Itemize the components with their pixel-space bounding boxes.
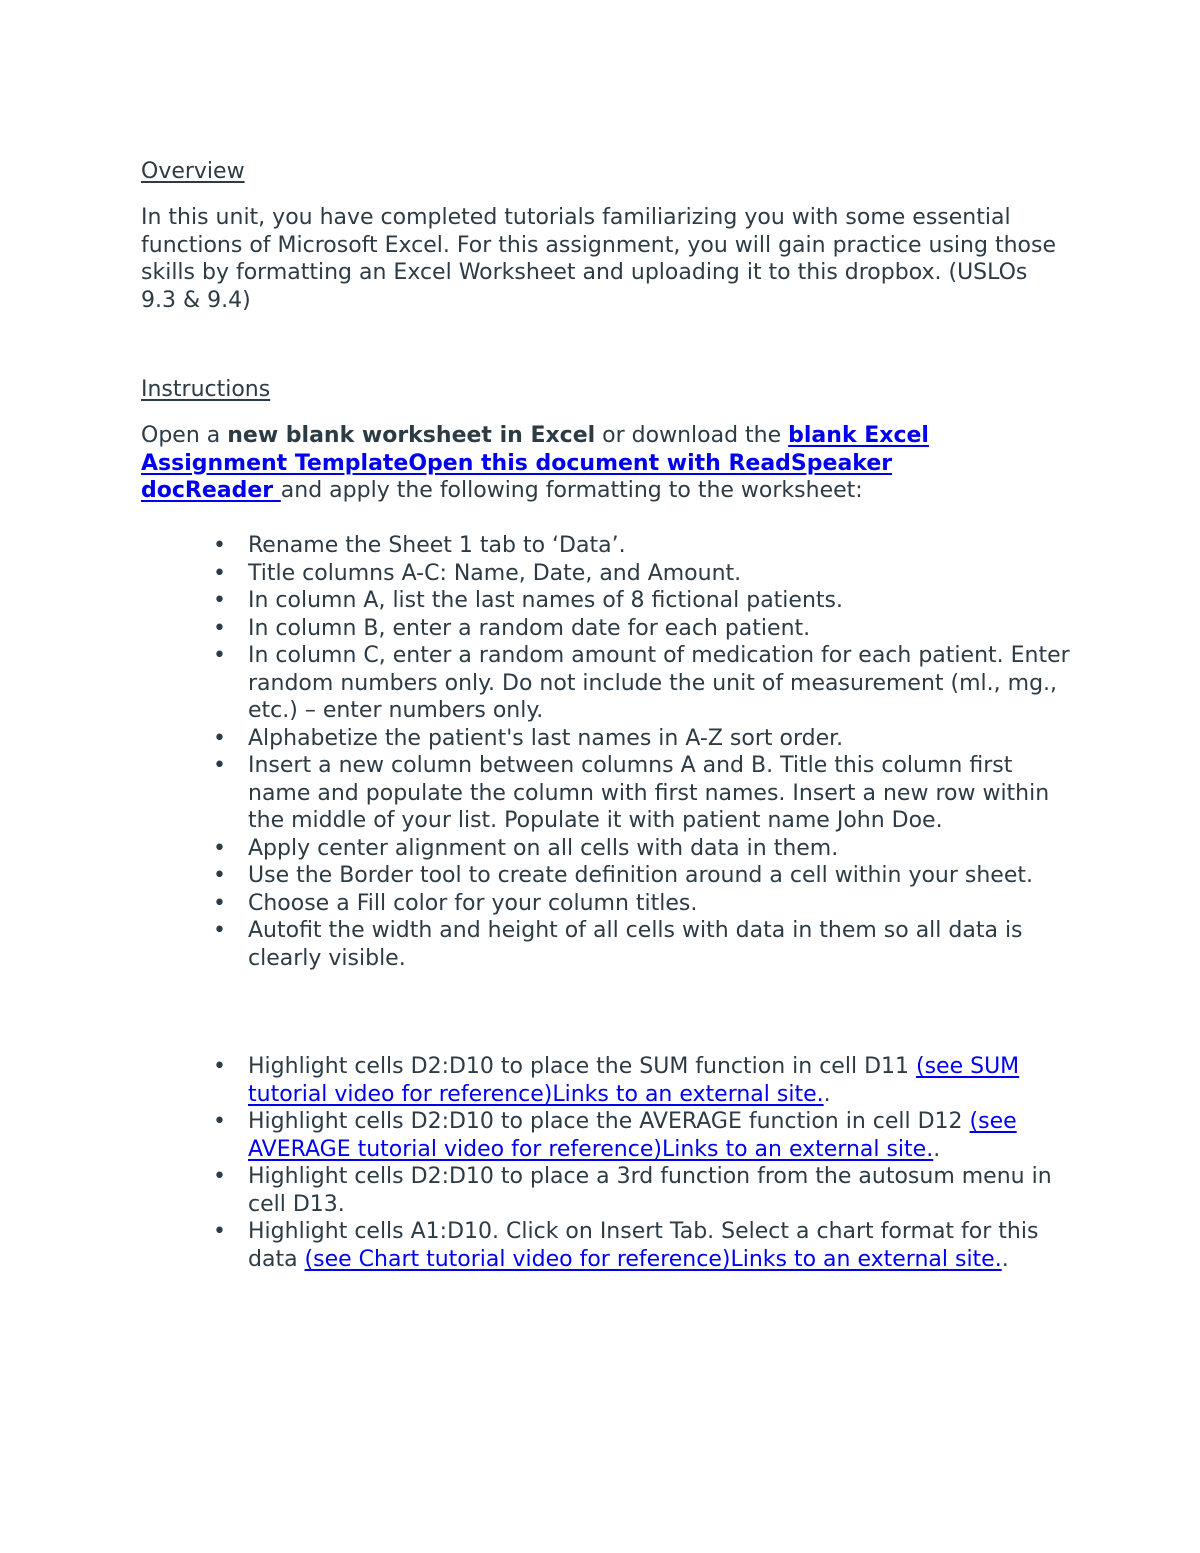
list-item <box>213 1163 1078 1218</box>
list-item <box>213 532 1078 560</box>
step-end: . <box>933 1136 941 1162</box>
bullet-icon: • <box>213 890 226 916</box>
overview-heading: Overview <box>141 159 245 184</box>
step-text: In column A, list the last names of 8 fictional patients. <box>248 588 843 613</box>
formatting-steps-list <box>213 532 1078 972</box>
bullet-icon: • <box>213 615 226 641</box>
bullet-icon: • <box>213 835 226 861</box>
step-text: In column B, enter a random date for each patient. <box>248 615 811 641</box>
bullet-icon: • <box>213 588 226 613</box>
bullet-icon: • <box>213 1164 226 1189</box>
step-end: . <box>1001 1246 1009 1272</box>
step-text: Highlight cells D2:D10 to place a 3rd function from the autosum menu in cell D13. <box>248 1164 1052 1217</box>
list-item <box>213 1108 1078 1163</box>
instructions-heading: Instructions <box>141 377 271 402</box>
step-text: Use the Border tool to create definition around a cell within your sheet. <box>248 863 1033 888</box>
intro-text-middle: or download the <box>595 423 789 448</box>
bullet-icon: • <box>213 533 226 558</box>
step-text: In column C, enter a random amount of medication for each patient. Enter random numbers only. Do not include the unit of measurement (ml., mg., etc.) – enter numbers only. <box>248 643 1070 723</box>
bullet-icon: • <box>213 725 226 751</box>
intro-bold-text: new blank worksheet in Excel <box>227 423 596 448</box>
bullet-icon: • <box>213 753 226 778</box>
list-item <box>213 1218 1078 1273</box>
intro-text-after: and apply the following formatting to the worksheet: <box>280 478 863 503</box>
list-item <box>213 917 1078 972</box>
list-item <box>213 560 1078 588</box>
instructions-intro <box>141 422 1021 505</box>
step-text: Apply center alignment on all cells with data in them. <box>248 835 839 861</box>
bullet-icon: • <box>213 863 226 888</box>
list-item <box>213 725 1078 753</box>
step-text: Title columns A-C: Name, Date, and Amount. <box>248 560 742 586</box>
assignment-template-link[interactable]: blank Excel Assignment TemplateOpen this document with ReadSpeaker docReader <box>141 423 929 503</box>
intro-text-before: Open a <box>141 423 228 448</box>
bullet-icon: • <box>213 560 226 586</box>
step-text: Alphabetize the patient's last names in A-Z sort order. <box>248 725 844 751</box>
list-item <box>213 862 1078 890</box>
overview-paragraph: In this unit, you have completed tutorials familiarizing you with some essential functions of Microsoft Excel. For this assignment, you will gain practice using those skills by formatting an Excel Worksheet and uploading it to this dropbox. (USLOs 9.3 & 9.4) <box>141 205 1056 313</box>
step-end: . <box>823 1081 831 1107</box>
step-text: Highlight cells D2:D10 to place the AVERAGE function in cell D12 <box>248 1109 970 1134</box>
sum-tutorial-link[interactable]: (see SUM tutorial video for reference)Links to an external site. <box>248 1054 1020 1107</box>
step-text: Insert a new column between columns A and B. Title this column first name and populate the column with first names. Insert a new row within the middle of your list. Populate it with patient name John Doe. <box>248 753 1050 833</box>
bullet-icon: • <box>213 1054 226 1079</box>
step-text: Choose a Fill color for your column titles. <box>248 890 698 916</box>
list-item <box>213 615 1078 643</box>
step-text: Highlight cells A1:D10. Click on Insert Tab. Select a chart format for this data <box>248 1219 1039 1272</box>
step-text: Autofit the width and height of all cells with data in them so all data is clearly visible. <box>248 918 1023 971</box>
bullet-icon: • <box>213 643 226 668</box>
list-item <box>213 587 1078 615</box>
average-tutorial-link[interactable]: (see AVERAGE tutorial video for reference)Links to an external site. <box>248 1109 1017 1162</box>
list-item <box>213 835 1078 863</box>
list-item <box>213 890 1078 918</box>
list-item <box>213 642 1078 725</box>
bullet-icon: • <box>213 1219 226 1244</box>
step-text: Rename the Sheet 1 tab to ‘Data’. <box>248 533 626 558</box>
step-text: Highlight cells D2:D10 to place the SUM function in cell D11 <box>248 1054 916 1079</box>
list-item <box>213 1053 1078 1108</box>
bullet-icon: • <box>213 918 226 943</box>
chart-tutorial-link[interactable]: (see Chart tutorial video for reference)Links to an external site. <box>304 1246 1002 1272</box>
list-item <box>213 752 1078 835</box>
function-steps-list <box>213 1053 1078 1273</box>
bullet-icon: • <box>213 1109 226 1134</box>
